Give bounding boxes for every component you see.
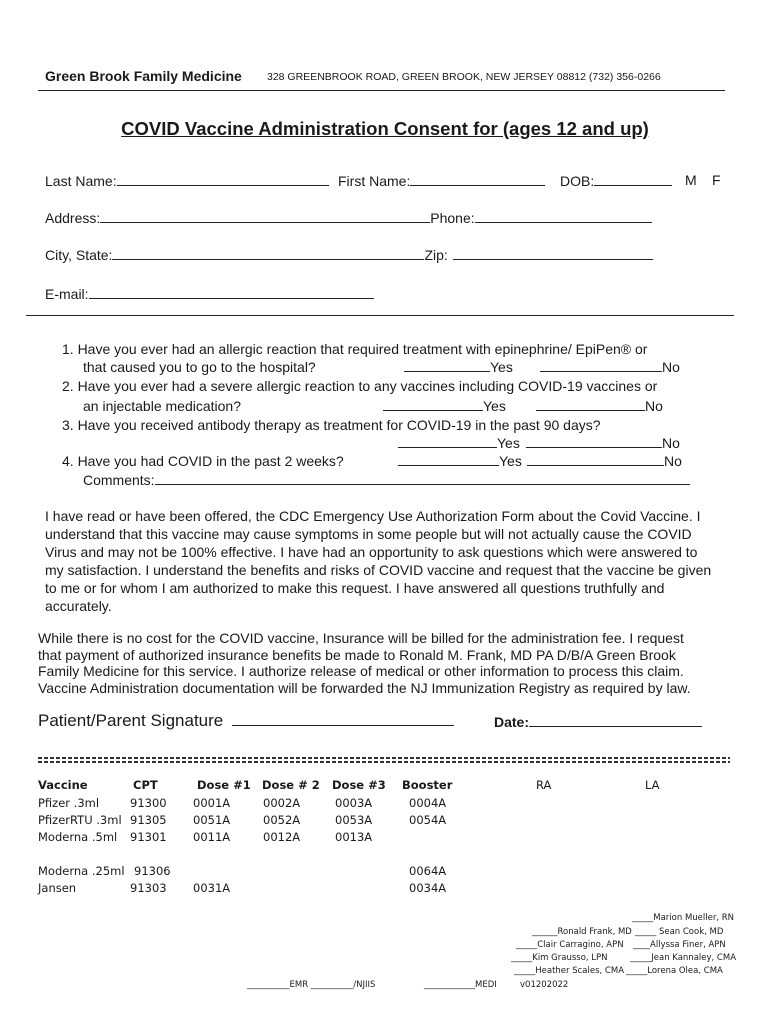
q3-yes[interactable]: Yes	[398, 434, 520, 453]
header-vaccine: Vaccine	[38, 778, 88, 792]
table-cell: 0013A	[335, 830, 373, 844]
date-field[interactable]	[529, 713, 702, 727]
form-title: COVID Vaccine Administration Consent for (ages 12 and up)	[121, 118, 649, 139]
dob-field[interactable]	[594, 172, 672, 186]
header-la: LA	[645, 778, 660, 792]
email-field[interactable]	[89, 285, 374, 299]
header-ra: RA	[536, 778, 552, 792]
signature-label: Patient/Parent Signature	[38, 711, 224, 730]
version-label: v01202022	[520, 980, 569, 990]
table-cell: PfizerRTU .3ml	[38, 813, 122, 827]
header-booster: Booster	[402, 778, 453, 792]
address-field[interactable]	[100, 209, 430, 223]
table-cell: 0004A	[409, 796, 447, 810]
city-state-label: City, State:	[45, 247, 113, 263]
comments-field[interactable]	[155, 471, 690, 485]
table-cell: 0003A	[335, 796, 373, 810]
comments-label: Comments:	[83, 472, 155, 488]
table-cell: Moderna .25ml	[38, 864, 125, 878]
table-cell: 91301	[130, 830, 167, 844]
table-cell: 0052A	[263, 813, 301, 827]
phone-label: Phone:	[430, 210, 475, 226]
staff-item[interactable]: _____Lorena Olea, CMA	[626, 966, 723, 976]
sex-m-option[interactable]: M	[685, 172, 697, 188]
comments-row	[83, 471, 690, 490]
table-cell: Jansen	[38, 881, 77, 895]
header-divider	[38, 90, 725, 91]
consent-paragraph: I have read or have been offered, the CDC Emergency Use Authorization Form about the Covid Vaccine. I understand that this vaccine may cause symptoms in some people but will not actually cause the COVID Virus and may not be 100% effective. I have had an opportunity to ask questions which were answered to my satisfaction. I understand the benefits and risks of COVID vaccine and request that the vaccine be given to me or for whom I am authorized to make this request. I have answered all questions truthfully and accurately.	[45, 508, 712, 614]
q4-yes[interactable]: Yes	[398, 452, 522, 471]
last-name-field[interactable]	[117, 172, 329, 186]
question-1-line-1: 1. Have you ever had an allergic reaction that required treatment with epinephrine/ EpiPen® or	[62, 341, 648, 357]
staff-item[interactable]: _____Kim Grausso, LPN	[511, 953, 608, 963]
staff-item[interactable]: ______Ronald Frank, MD	[532, 927, 632, 937]
table-cell: 91305	[130, 813, 167, 827]
question-1-line-2: that caused you to go to the hospital?	[83, 359, 316, 375]
q3-no[interactable]: No	[526, 434, 680, 453]
phone-field[interactable]	[475, 209, 652, 223]
medi-field[interactable]: ____________MEDI	[424, 980, 497, 990]
table-cell: 0064A	[409, 864, 447, 878]
email-label: E-mail:	[45, 286, 89, 302]
table-cell: 0012A	[263, 830, 301, 844]
sex-f-option[interactable]: F	[712, 172, 721, 188]
emr-njiis-field[interactable]: __________EMR __________/NJIIS	[247, 980, 376, 990]
question-2-line-1: 2. Have you ever had a severe allergic reaction to any vaccines including COVID-19 vaccines or	[62, 378, 658, 394]
question-2-line-2: an injectable medication?	[83, 398, 241, 414]
staff-item[interactable]: _____Heather Scales, CMA	[514, 966, 625, 976]
address-label: Address:	[45, 210, 101, 226]
table-cell: 91303	[130, 881, 167, 895]
dob-label: DOB:	[560, 173, 595, 189]
staff-item[interactable]: _____ Sean Cook, MD	[635, 927, 724, 937]
first-name-row	[338, 172, 545, 189]
table-cell: 0011A	[193, 830, 231, 844]
q4-no[interactable]: No	[527, 452, 682, 471]
practice-name: Green Brook Family Medicine	[45, 68, 242, 84]
header-dose-3: Dose #3	[332, 778, 386, 792]
table-cell: 0034A	[409, 881, 447, 895]
table-cell: Moderna .5ml	[38, 830, 118, 844]
practice-address: 328 GREENBROOK ROAD, GREEN BROOK, NEW JERSEY 08812 (732) 356-0266	[267, 71, 661, 83]
section-divider	[26, 315, 734, 316]
dashed-divider-2	[38, 761, 730, 763]
staff-item[interactable]: _____Clair Carragino, APN	[516, 940, 624, 950]
zip-field[interactable]	[453, 246, 653, 260]
last-name-row	[45, 172, 329, 189]
table-cell: 91306	[134, 864, 171, 878]
billing-paragraph: While there is no cost for the COVID vaccine, Insurance will be billed for the administration fee. I request that payment of authorized insurance benefits be made to Ronald M. Frank, MD PA D/B/A Green Brook Family Medicine for this service. I authorize release of medical or other information to process this claim. Vaccine Administration documentation will be forwarded the NJ Immunization Registry as required by law.	[38, 630, 691, 696]
last-name-label: Last Name:	[45, 173, 117, 189]
q1-no[interactable]: No	[540, 358, 680, 377]
first-name-field[interactable]	[410, 172, 545, 186]
city-row	[45, 246, 653, 263]
question-4-line-1: 4. Have you had COVID in the past 2 weeks?	[62, 453, 344, 469]
header-cpt: CPT	[133, 778, 158, 792]
table-cell: 0001A	[193, 796, 231, 810]
dob-row	[560, 172, 672, 189]
table-cell: 91300	[130, 796, 167, 810]
first-name-label: First Name:	[338, 173, 411, 189]
table-cell: Pfizer .3ml	[38, 796, 100, 810]
table-cell: 0053A	[335, 813, 373, 827]
staff-item[interactable]: _____Jean Kannaley, CMA	[630, 953, 737, 963]
staff-item[interactable]: _____Marion Mueller, RN	[632, 913, 735, 923]
table-cell: 0054A	[409, 813, 447, 827]
email-row	[45, 285, 374, 302]
q2-no[interactable]: No	[536, 397, 663, 416]
city-state-field[interactable]	[112, 246, 424, 260]
header-dose-2: Dose # 2	[262, 778, 320, 792]
question-3-line-1: 3. Have you received antibody therapy as treatment for COVID-19 in the past 90 days?	[62, 417, 601, 433]
staff-item[interactable]: ____Allyssa Finer, APN	[633, 940, 726, 950]
date-row: Date:	[494, 713, 702, 730]
signature-row	[38, 710, 454, 731]
header-dose-1: Dose #1	[197, 778, 251, 792]
zip-label: Zip:	[424, 247, 448, 263]
table-cell: 0031A	[193, 881, 231, 895]
table-cell: 0002A	[263, 796, 301, 810]
q2-yes[interactable]: Yes	[383, 397, 506, 416]
signature-field[interactable]	[232, 710, 454, 726]
q1-yes[interactable]: Yes	[404, 358, 513, 377]
address-row	[45, 209, 652, 226]
dashed-divider	[38, 757, 730, 759]
table-cell: 0051A	[193, 813, 231, 827]
date-label: Date	[494, 714, 525, 730]
